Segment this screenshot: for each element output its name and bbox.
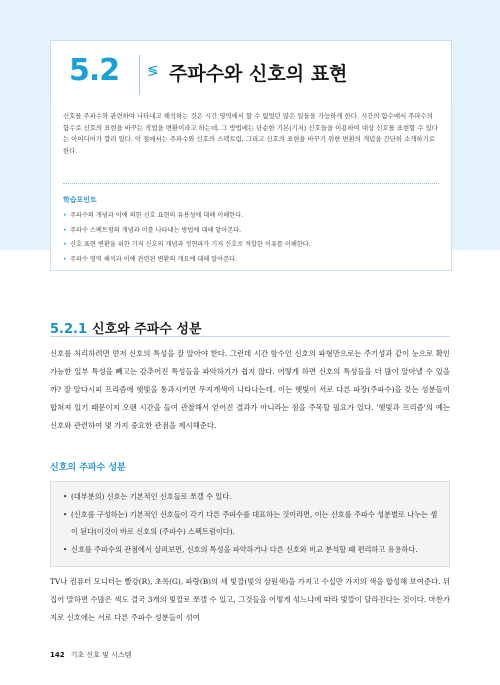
bullet-icon: • <box>63 544 68 554</box>
intro-separator <box>63 183 439 184</box>
book-title: 기초 신호 및 시스템 <box>70 651 132 659</box>
page-footer <box>50 650 131 660</box>
bullet-icon: • <box>63 226 67 234</box>
learning-points-title: 학습포인트 <box>63 196 97 204</box>
bullet-icon: • <box>63 255 67 263</box>
bullet-icon: • <box>63 509 68 519</box>
subsection-title: 신호와 주파수 성분 <box>92 322 202 337</box>
key-point: • 신호를 주파수의 관점에서 살펴보면, 신호의 특성을 파악하거나 다른 신호와 비교 분석할 때 편리하고 유용하다. <box>63 541 439 559</box>
bullet-icon: • <box>63 241 67 248</box>
body-paragraph-1: 신호를 처리하려면 먼저 신호의 특성을 잘 알아야 한다. 그런데 시간 함수인 신호의 파형만으로는 주기성과 같이 눈으로 확인 가능한 일부 특성을 빼고는 감추어진 특성들을 파악하기가 쉽지 않다. 어떻게 하면 신호의 특성들을 더 많이 알아낼 수 있을까? 잘 알다시피 프리즘에 햇빛을 통과시키면 무지개색이 나타나는데, 이는 햇빛이 서로 다른 파장(주파수)을 갖는 성분들이 합쳐져 있기 때문이지 오랜 시간을 들여 관찰해서 얻어진 결과가 아니라는 점을 주목할 필요가 있다. '햇빛과 프리즘'의 예는 신호와 관련하여 몇 가지 중요한 관점을 제시해준다. <box>50 349 450 430</box>
subsection-number: 5.2.1 <box>50 322 88 337</box>
intro-text: 신호를 주파수와 관련하여 나타내고 해석하는 것은 시간 영역에서 할 수 없었던 많은 일들을 가능하게 한다. 시간의 함수에서 주파수의 함수로 신호의 표현을 바꾸는 작업을 변환이라고 하는데, 그 방법에는 단순한 기본(기저) 신호들을 이용하여 대상 신호를 표현할 수 있다는 아이디어가 깔려 있다. 이 절에서는 주파수와 신호의 스펙트럼, 그리고 신호의 표현을 바꾸기 위한 변환의 개념을 간단히 소개하기로 한다. <box>63 112 438 155</box>
learning-point: • 주파수 영역 해석과 이에 관련된 변환의 개요에 대해 알아본다. <box>63 253 439 268</box>
key-points-list <box>51 482 449 558</box>
learning-point: • 주파수 스펙트럼의 개념과 이를 나타내는 방법에 대해 알아본다. <box>63 224 439 239</box>
bullet-icon: • <box>63 492 68 501</box>
wave-icon: ≶ <box>147 63 159 79</box>
key-point: • (대부분의) 신호는 기본적인 신호들로 쪼갤 수 있다. <box>63 488 439 506</box>
subsection-heading <box>50 318 202 337</box>
header-divider <box>139 55 140 95</box>
key-points-box <box>50 481 450 567</box>
minor-heading: 신호의 주파수 성분 <box>50 463 126 473</box>
key-point: • (신호를 구성하는) 기본적인 신호들이 각기 다른 주파수를 대표하는 것이라면, 이는 신호를 주파수 성분별로 나누는 셈이 된다(이것이 바로 신호의 (주파수) 스펙트럼이다). <box>63 506 439 541</box>
body-paragraph-2: TV나 컴퓨터 모니터는 빨강(R), 초록(G), 파랑(B)의 세 빛깔(빛의 삼원색)을 가지고 수십만 가지의 색을 합성해 보여준다. 뒤집어 말하면 수많은 색도 결국 3개의 빛깔로 쪼갤 수 있고, 그것들을 어떻게 섞느냐에 따라 빛깔이 달라진다는 것이다. 마찬가지로 신호에는 서로 다른 주파수 성분들이 섞여 <box>50 577 450 622</box>
page-number: 142 <box>50 651 65 659</box>
learning-points-list <box>63 209 439 267</box>
learning-point: • 신호 표현 변환을 위한 기저 신호의 개념과 정현파가 기저 신호로 적합한 이유를 이해한다. <box>63 238 439 253</box>
bullet-icon: • <box>63 212 67 219</box>
learning-point: • 주파수의 개념과 이에 의한 신호 표현의 유용성에 대해 이해한다. <box>63 209 439 224</box>
section-number: 5.2 <box>69 53 120 88</box>
section-header <box>50 40 452 112</box>
section-title: 주파수와 신호의 표현 <box>169 63 348 85</box>
subsection-rule <box>50 336 450 337</box>
section-intro-panel <box>50 103 452 271</box>
